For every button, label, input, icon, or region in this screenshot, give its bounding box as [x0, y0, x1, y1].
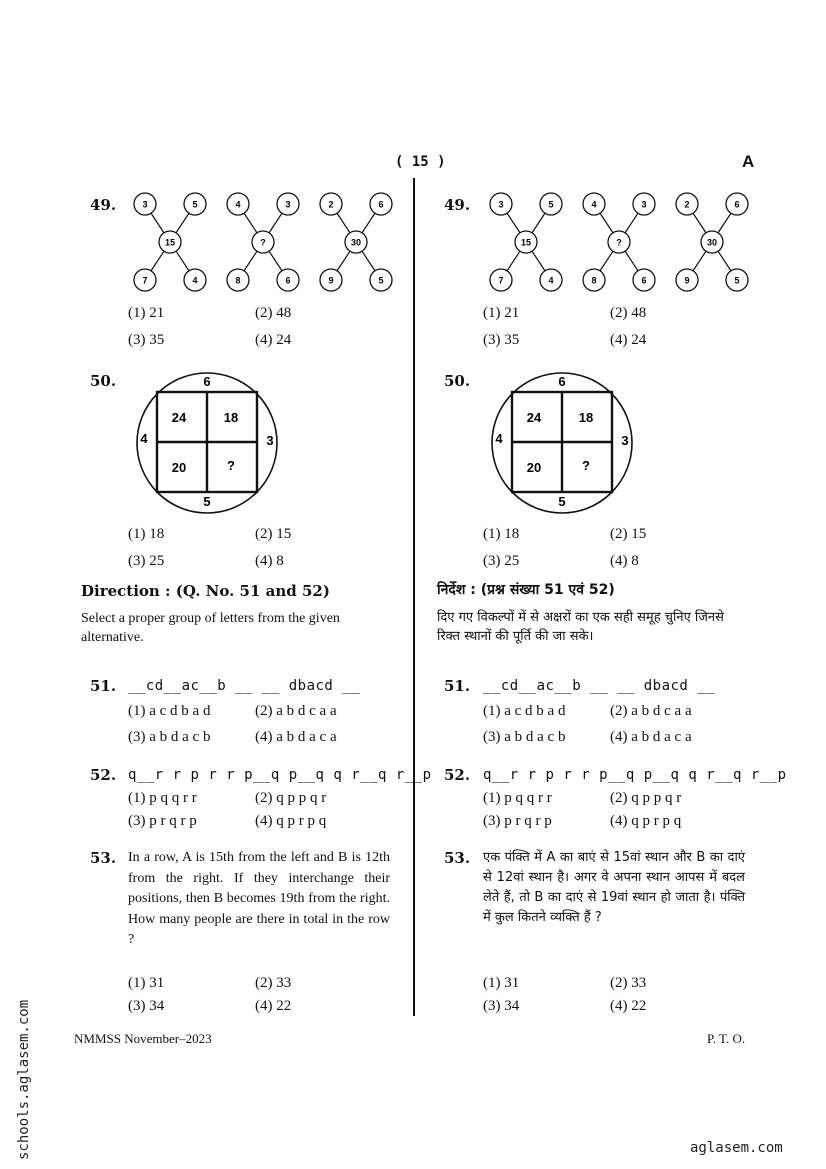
q49-x-figure [227, 193, 299, 291]
set-code: A [742, 152, 755, 171]
q53-text-hi: एक पंक्ति में A का बाएं से 15वां स्थान और B का दाएं से 12वां स्थान है। अगर वे अपना स्थान आपस में बदल लेते हैं, तो B का दाएं से 19वां स्थान हो जाता है। पंक्ति में कुल कितने व्यक्ति हैं ? [483, 850, 745, 925]
q50-side-bottom: 5 [558, 494, 566, 509]
q53-option-1-hi: (1) 31 [483, 975, 520, 991]
q50-number: 50. [90, 372, 117, 390]
q49-node-label: 8 [591, 275, 597, 286]
q49-node-label: 3 [285, 199, 291, 210]
q50-option-3-hi: (3) 25 [483, 553, 520, 569]
q52-number: 52. [90, 766, 117, 784]
q49-node-label: 5 [734, 275, 740, 286]
q49-node-label: 4 [591, 199, 597, 210]
q49-node-label: 30 [706, 237, 718, 248]
q51-option-2-hi: (2) a b d c a a [610, 703, 692, 719]
q49-x-figure [583, 193, 655, 291]
q50-cell-value: 18 [223, 410, 239, 425]
q50-option-3: (3) 25 [128, 553, 165, 569]
q51-option-1: (1) a c d b a d [128, 703, 211, 719]
q52-option-4-hi: (4) q p r p q [610, 813, 682, 829]
q53-option-2-hi: (2) 33 [610, 975, 647, 991]
q49-option-1-hi: (1) 21 [483, 305, 520, 321]
q51-series: __cd__ac__b __ __ dbacd __ [128, 678, 361, 694]
q52-option-1-hi: (1) p q q r r [483, 790, 552, 806]
q49-node-label: 5 [192, 199, 198, 210]
q49-option-3-hi: (3) 35 [483, 332, 520, 348]
q52-option-2-hi: (2) q p p q r [610, 790, 682, 806]
q53-option-3-hi: (3) 34 [483, 998, 520, 1014]
q52-series-hi: q__r r p r r p__q p__q q r__q r__p [483, 767, 787, 783]
q49-option-3: (3) 35 [128, 332, 165, 348]
q53-text-en: In a row, A is 15th from the left and B is 12th from the right. If they interchange their positions, then B becomes 19th from the right. How many people are there in total in the row ? [128, 850, 390, 947]
q49-option-4: (4) 24 [255, 332, 292, 348]
q50-cell-value: 20 [171, 460, 187, 475]
q49-node-label: 4 [235, 199, 241, 210]
q50-option-2-hi: (2) 15 [610, 526, 647, 542]
q50-figure-hi [489, 370, 635, 516]
q49-node-label: 6 [641, 275, 647, 286]
q49-node-label: 3 [142, 199, 148, 210]
q49-node-label: 5 [548, 199, 554, 210]
q53-option-2: (2) 33 [255, 975, 292, 991]
q49-node-label: 7 [142, 275, 148, 286]
q49-figure [125, 186, 395, 296]
q50-side-left: 4 [140, 431, 148, 446]
q50-figure [134, 370, 280, 516]
direction-text-en: Select a proper group of letters from the given alternative. [81, 611, 340, 645]
q49-node-label: ? [260, 237, 266, 248]
q49-node-label: 3 [641, 199, 647, 210]
q50-cell-value: 20 [526, 460, 542, 475]
direction-heading-hi: निर्देश : (प्रश्न संख्या 51 एवं 52) [437, 582, 615, 598]
q49-node-label: 2 [684, 199, 690, 210]
q50-number-hi: 50. [444, 372, 471, 390]
q50-side-left: 4 [495, 431, 503, 446]
q52-option-2: (2) q p p q r [255, 790, 327, 806]
q51-option-2: (2) a b d c a a [255, 703, 337, 719]
q49-option-2: (2) 48 [255, 305, 292, 321]
q50-cell-value: 24 [526, 410, 542, 425]
direction-text-hi: दिए गए विकल्पों में से अक्षरों का एक सही समूह चुनिए जिनसे रिक्त स्थानों की पूर्ति की जा सके। [437, 610, 724, 644]
q52-option-3-hi: (3) p r q r p [483, 813, 552, 829]
q50-option-1: (1) 18 [128, 526, 165, 542]
q51-option-4: (4) a b d a c a [255, 729, 337, 745]
page-number: ( 15 ) [395, 154, 446, 170]
q50-side-bottom: 5 [203, 494, 211, 509]
q49-option-4-hi: (4) 24 [610, 332, 647, 348]
watermark-side: schools.aglasem.com [16, 999, 32, 1160]
q49-option-2-hi: (2) 48 [610, 305, 647, 321]
q53-option-4-hi: (4) 22 [610, 998, 647, 1014]
q49-node-label: 9 [328, 275, 334, 286]
q50-side-top: 6 [558, 374, 566, 389]
q53-option-4: (4) 22 [255, 998, 292, 1014]
q49-node-label: 15 [164, 237, 176, 248]
q51-number: 51. [90, 677, 117, 695]
q51-option-3-hi: (3) a b d a c b [483, 729, 566, 745]
q49-node-label: 3 [498, 199, 504, 210]
q53-number-hi: 53. [444, 849, 471, 867]
q49-node-label: 4 [548, 275, 554, 286]
footer-exam: NMMSS November–2023 [74, 1031, 212, 1046]
q49-node-label: ? [616, 237, 622, 248]
q53-number: 53. [90, 849, 117, 867]
q49-node-label: 6 [378, 199, 384, 210]
q49-node-label: 15 [520, 237, 532, 248]
q50-option-2: (2) 15 [255, 526, 292, 542]
q51-option-1-hi: (1) a c d b a d [483, 703, 566, 719]
q49-x-figure [490, 193, 562, 291]
q51-series-hi: __cd__ac__b __ __ dbacd __ [483, 678, 716, 694]
q50-option-1-hi: (1) 18 [483, 526, 520, 542]
footer-pto: P. T. O. [707, 1031, 746, 1046]
column-divider [413, 178, 415, 1016]
watermark-bottom: aglasem.com [690, 1140, 783, 1156]
q49-node-label: 7 [498, 275, 504, 286]
q53-option-1: (1) 31 [128, 975, 165, 991]
q52-option-1: (1) p q q r r [128, 790, 197, 806]
q50-cell-value: 18 [578, 410, 594, 425]
q50-option-4: (4) 8 [255, 553, 284, 569]
q51-option-3: (3) a b d a c b [128, 729, 211, 745]
q49-number: 49. [90, 196, 117, 214]
q52-option-3: (3) p r q r p [128, 813, 197, 829]
q50-cell-value: ? [582, 458, 590, 473]
q49-x-figure [676, 193, 748, 291]
q52-number-hi: 52. [444, 766, 471, 784]
q52-series: q__r r p r r p__q p__q q r__q r__p [128, 767, 432, 783]
q52-option-4: (4) q p r p q [255, 813, 327, 829]
q49-x-figure [320, 193, 392, 291]
q50-cell-value: 24 [171, 410, 187, 425]
q50-option-4-hi: (4) 8 [610, 553, 639, 569]
q49-node-label: 8 [235, 275, 241, 286]
q53-option-3: (3) 34 [128, 998, 165, 1014]
q49-node-label: 6 [734, 199, 740, 210]
q49-figure-hi [481, 186, 751, 296]
q49-node-label: 9 [684, 275, 690, 286]
q49-x-figure [134, 193, 206, 291]
q51-option-4-hi: (4) a b d a c a [610, 729, 692, 745]
q49-number-hi: 49. [444, 196, 471, 214]
q49-node-label: 30 [350, 237, 362, 248]
q49-node-label: 5 [378, 275, 384, 286]
q49-option-1: (1) 21 [128, 305, 165, 321]
q50-side-top: 6 [203, 374, 211, 389]
direction-heading-en: Direction : (Q. No. 51 and 52) [81, 582, 330, 600]
q49-node-label: 4 [192, 275, 198, 286]
q49-node-label: 2 [328, 199, 334, 210]
q50-side-right: 3 [621, 433, 629, 448]
q50-side-right: 3 [266, 433, 274, 448]
q50-cell-value: ? [227, 458, 235, 473]
q51-number-hi: 51. [444, 677, 471, 695]
q49-node-label: 6 [285, 275, 291, 286]
